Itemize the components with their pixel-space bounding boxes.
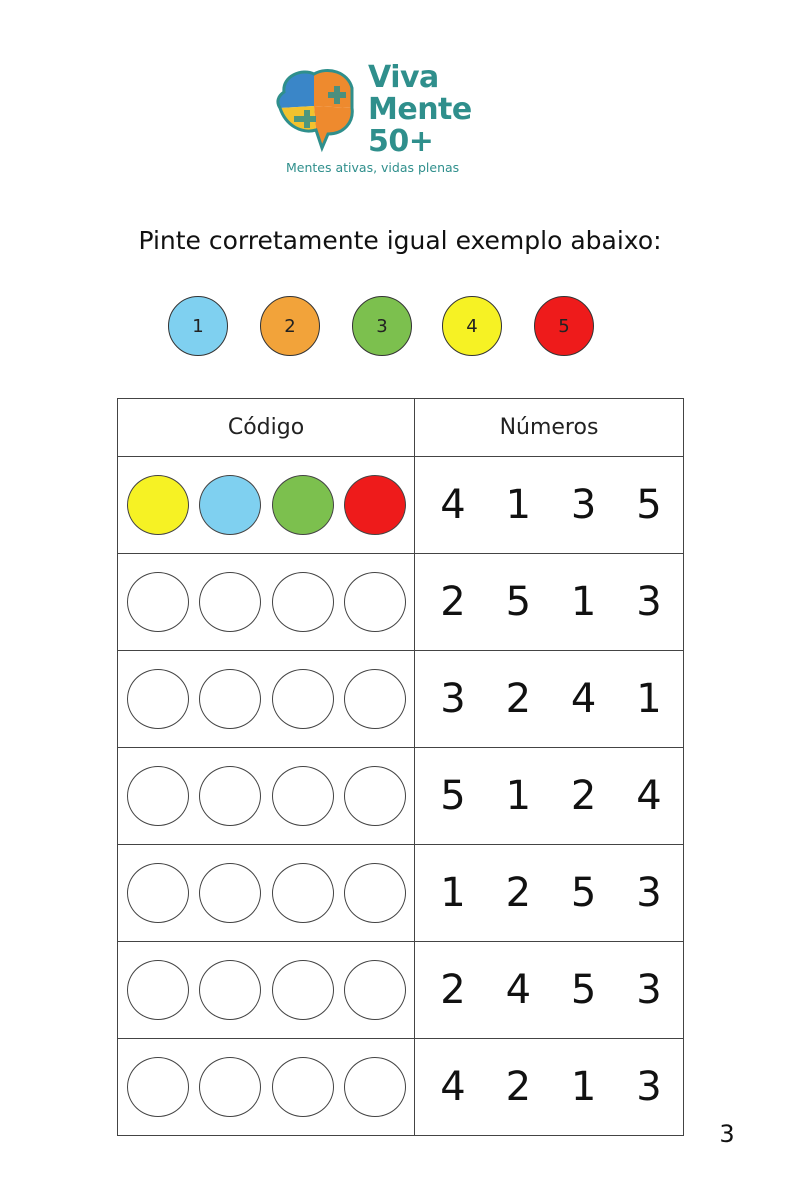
code-cell [118,748,415,845]
legend-dot-5 [534,296,594,356]
code-cell [118,1039,415,1136]
digit: 1 [570,579,597,625]
digit-group [415,457,683,553]
legend-dot-3 [352,296,412,356]
color-circle[interactable] [199,669,261,729]
circle-group [118,748,414,844]
digit: 3 [636,870,662,916]
digit: 5 [570,967,597,1013]
table-row [118,942,684,1039]
code-cell [118,845,415,942]
digit: 3 [636,1064,662,1110]
digit: 1 [570,1064,597,1110]
table-row [118,748,684,845]
page-number: 3 [719,1120,735,1148]
digit: 4 [505,967,532,1013]
digit: 2 [505,870,532,916]
code-cell [118,942,415,1039]
circle-group [118,942,414,1038]
digit: 3 [636,579,662,625]
logo-tagline: Mentes ativas, vidas plenas [286,160,460,175]
legend-number: 1 [192,315,204,337]
digit: 3 [636,967,662,1013]
logo-word-50-plus: 50+ [368,124,434,159]
table-row [118,845,684,942]
color-circle[interactable] [344,572,406,632]
digit: 2 [440,967,466,1013]
color-circle [199,475,261,535]
numbers-cell [415,1039,684,1136]
color-circle[interactable] [127,863,189,923]
color-circle[interactable] [272,572,334,632]
legend-dot-4 [442,296,502,356]
numbers-cell [415,845,684,942]
digit-group [415,1039,683,1135]
brain-puzzle-icon [272,64,362,154]
color-legend [168,296,598,360]
table-row [118,457,684,554]
table-row [118,1039,684,1136]
color-circle[interactable] [199,1057,261,1117]
color-circle[interactable] [199,863,261,923]
numbers-cell [415,554,684,651]
color-circle [127,475,189,535]
legend-number: 5 [558,315,570,337]
table-row [118,554,684,651]
numbers-cell [415,457,684,554]
digit: 5 [505,579,532,625]
digit-group [415,748,683,844]
digit: 3 [570,482,597,528]
legend-number: 2 [284,315,296,337]
color-circle[interactable] [272,960,334,1020]
digit: 4 [440,482,466,528]
digit: 4 [570,676,597,722]
color-circle[interactable] [272,669,334,729]
digit: 2 [440,579,466,625]
digit: 2 [570,773,597,819]
logo [272,60,502,185]
digit: 1 [636,676,662,722]
legend-number: 3 [376,315,388,337]
table-body [118,457,684,1136]
header-numbers: Números [415,399,684,457]
color-circle[interactable] [344,766,406,826]
digit: 1 [505,482,532,528]
color-circle[interactable] [344,960,406,1020]
color-circle [344,475,406,535]
digit-group [415,651,683,747]
color-circle[interactable] [344,669,406,729]
color-circle[interactable] [127,960,189,1020]
color-circle[interactable] [199,766,261,826]
color-circle[interactable] [272,863,334,923]
color-circle[interactable] [344,1057,406,1117]
logo-word-viva: Viva [368,60,439,95]
table-row [118,651,684,748]
color-circle[interactable] [272,766,334,826]
legend-number: 4 [466,315,478,337]
coloring-table [117,398,684,1136]
table-header-row [118,399,684,457]
color-circle[interactable] [127,572,189,632]
numbers-cell [415,748,684,845]
color-circle[interactable] [199,960,261,1020]
color-circle[interactable] [199,572,261,632]
code-cell [118,651,415,748]
digit-group [415,554,683,650]
color-circle[interactable] [272,1057,334,1117]
color-circle[interactable] [127,669,189,729]
digit: 2 [505,1064,532,1110]
digit: 5 [636,482,662,528]
circle-group [118,845,414,941]
legend-dot-2 [260,296,320,356]
digit: 5 [440,773,466,819]
circle-group [118,1039,414,1135]
digit: 3 [440,676,466,722]
numbers-cell [415,651,684,748]
numbers-cell [415,942,684,1039]
circle-group [118,554,414,650]
digit: 4 [440,1064,466,1110]
digit-group [415,845,683,941]
color-circle[interactable] [344,863,406,923]
digit: 5 [570,870,597,916]
color-circle[interactable] [127,766,189,826]
header-code: Código [118,399,415,457]
circle-group [118,651,414,747]
legend-dot-1 [168,296,228,356]
color-circle[interactable] [127,1057,189,1117]
code-cell [118,457,415,554]
code-cell [118,554,415,651]
logo-word-mente: Mente [368,92,472,127]
digit: 4 [636,773,662,819]
digit-group [415,942,683,1038]
digit: 2 [505,676,532,722]
color-circle [272,475,334,535]
digit: 1 [440,870,466,916]
digit: 1 [505,773,532,819]
instruction-text: Pinte corretamente igual exemplo abaixo: [138,226,662,255]
circle-group [118,457,414,553]
